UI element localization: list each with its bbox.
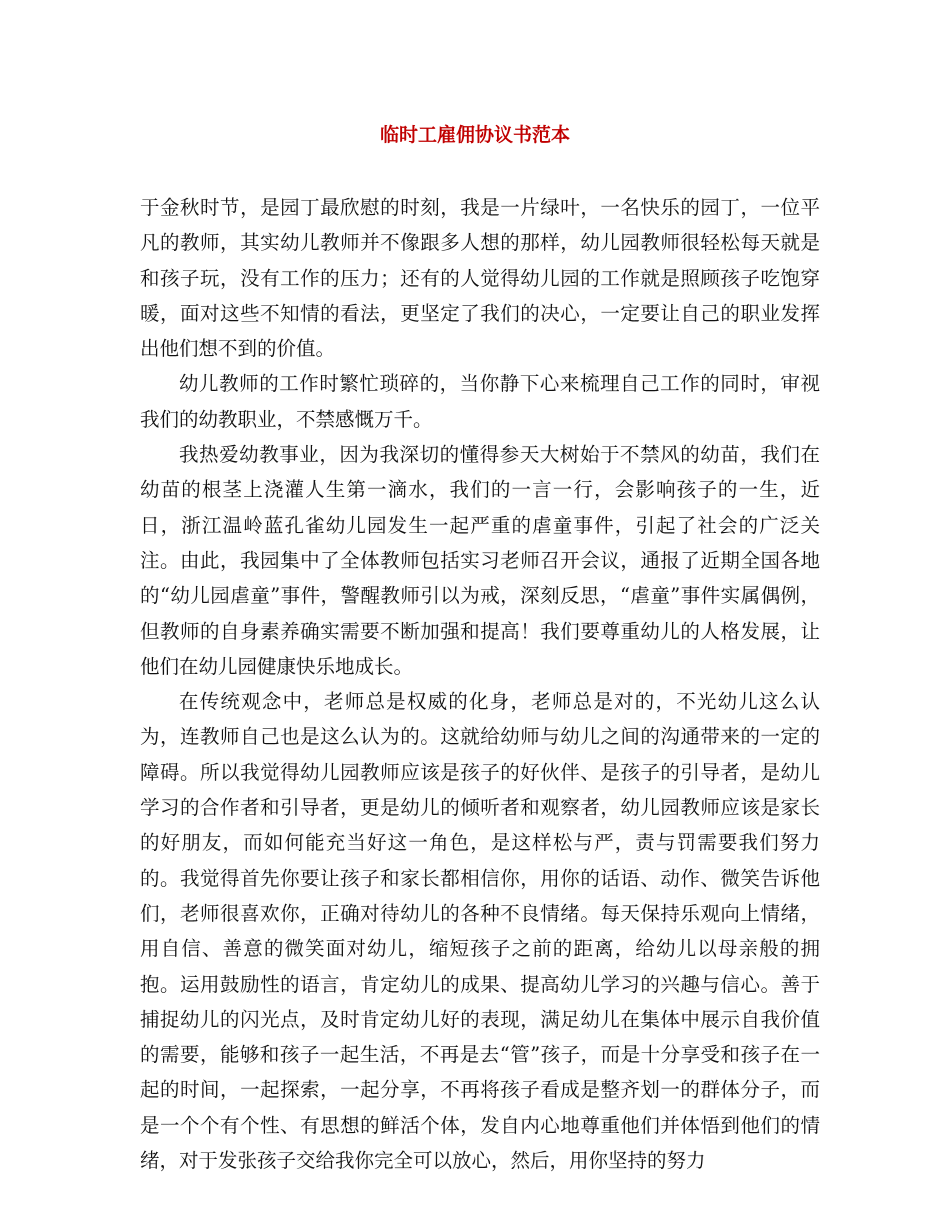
paragraph-1: 于金秋时节，是园丁最欣慰的时刻，我是一片绿叶，一名快乐的园丁，一位平凡的教师，其实幼儿教师并不像跟多人想的那样，幼儿园教师很轻松每天就是和孩子玩，没有工作的压力；还有的人觉得幼儿园的工作就是照顾孩子吃饱穿暖，面对这些不知情的看法，更坚定了我们的决心，一定要让自己的职业发挥出他们想不到的价值。	[140, 196, 820, 361]
document-title: 临时工雇佣协议书范本	[379, 124, 570, 146]
paragraph-3: 我热爱幼教事业，因为我深切的懂得参天大树始于不禁风的幼苗，我们在幼苗的根茎上浇灌人生第一滴水，我们的一言一行，会影响孩子的一生，近日，浙江温岭蓝孔雀幼儿园发生一起严重的虐童事件，引起了社会的广泛关注。由此，我园集中了全体教师包括实习老师召开会议，通报了近期全国各地的“幼儿园虐童”事件，警醒教师引以为戒，深刻反思，“虐童”事件实属偶例，但教师的自身素养确实需要不断加强和提高！我们要尊重幼儿的人格发展，让他们在幼儿园健康快乐地成长。	[140, 443, 820, 678]
paragraph-4: 在传统观念中，老师总是权威的化身，老师总是对的，不光幼儿这么认为，连教师自己也是这么认为的。这就给幼师与幼儿之间的沟通带来的一定的障碍。所以我觉得幼儿园教师应该是孩子的好伙伴、是孩子的引导者，是幼儿学习的合作者和引导者，更是幼儿的倾听者和观察者，幼儿园教师应该是家长的好朋友，而如何能充当好这一角色，是这样松与严，责与罚需要我们努力的。我觉得首先你要让孩子和家长都相信你，用你的话语、动作、微笑告诉他们，老师很喜欢你，正确对待幼儿的各种不良情绪。每天保持乐观向上情绪，用自信、善意的微笑面对幼儿，缩短孩子之前的距离，给幼儿以母亲般的拥抱。运用鼓励性的语言，肯定幼儿的成果、提高幼儿学习的兴趣与信心。善于捕捉幼儿的闪光点，及时肯定幼儿好的表现，满足幼儿在集体中展示自我价值的需要，能够和孩子一起生活，不再是去“管”孩子，而是十分享受和孩子在一起的时间，一起探索，一起分享，不再将孩子看成是整齐划一的群体分子，而是一个个有个性、有思想的鲜活个体，发自内心地尊重他们并体悟到他们的情绪，对于发张孩子交给我你完全可以放心，然后，用你坚持的努力	[140, 690, 820, 1173]
paragraph-2: 幼儿教师的工作时繁忙琐碎的，当你静下心来梳理自己工作的同时，审视我们的幼教职业，不禁感慨万千。	[140, 372, 820, 431]
document-body	[140, 190, 820, 1178]
